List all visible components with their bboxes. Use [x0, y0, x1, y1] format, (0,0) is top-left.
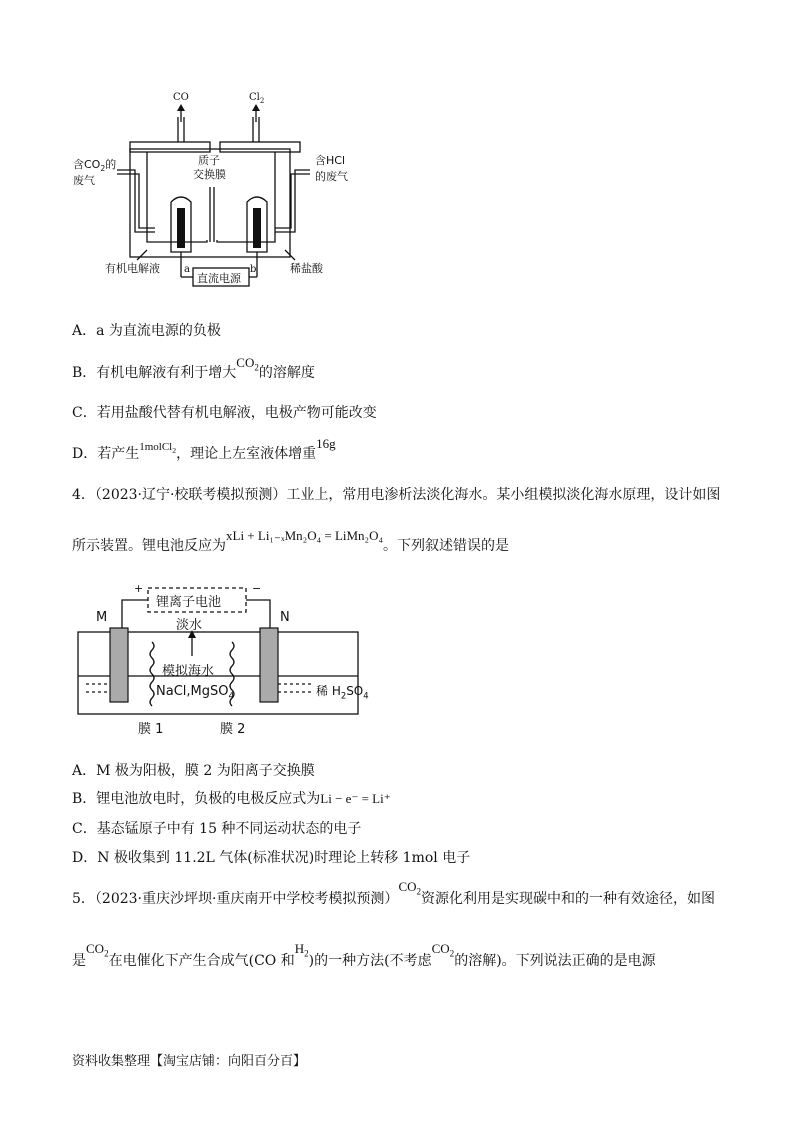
figure-electrodialysis: [72, 580, 372, 740]
inlet-right-label-2: 的废气: [315, 170, 348, 183]
q3-option-a: A．a 为直流电源的负极: [72, 323, 221, 339]
membrane-1-label: 膜 1: [138, 722, 164, 737]
figure-electrolysis-cell: [73, 92, 365, 297]
gas-out-co-label: CO: [173, 92, 189, 103]
battery-plus: +: [134, 582, 144, 595]
q3-option-c: C．若用盐酸代替有机电解液，电极产物可能改变: [72, 405, 377, 421]
seawater-label: 模拟海水: [162, 664, 215, 679]
q4-option-b: B．锂电池放电时，负极的电极反应式为Li − e⁻ = Li⁺: [72, 791, 391, 807]
q4-stem-line2: 所示装置。锂电池反应为xLi + Li₁₋ₓMn₂O₄ = LiMn₂O₄。下列叙述错误的是: [72, 528, 510, 554]
terminal-b-label: b: [250, 264, 257, 275]
q4-option-d: D．N 极收集到 11.2L 气体(标准状况)时理论上转移 1mol 电子: [72, 850, 471, 866]
inlet-right-label: 含HCl: [315, 154, 346, 167]
q5-stem-line2: 是$CO_2$在电催化下产生合成气(CO 和$H_2$)的一种方法(不考虑$CO_2$的溶解)。下列说法正确的是电源: [72, 941, 656, 969]
electrolyte-left-label: 有机电解液: [105, 262, 160, 275]
membrane-label-1: 质子: [198, 154, 220, 167]
membrane-label-2: 交换膜: [193, 168, 226, 181]
terminal-a-label: a: [184, 264, 190, 275]
salts-label: NaCl,MgSO$_4$: [156, 684, 235, 702]
acid-label: 稀 $H_2SO_4$: [316, 684, 369, 701]
inlet-left-label-2: 废气: [73, 174, 95, 187]
electrode-m-label: M: [96, 610, 108, 625]
inlet-left-label: 含$CO_2$的: [73, 158, 117, 174]
battery-minus: −: [252, 582, 262, 595]
battery-label: 锂离子电池: [156, 595, 222, 610]
membrane-2-label: 膜 2: [220, 722, 246, 737]
q3-option-d: D．若产生$^{1molCl_2}$，理论上左室液体增重16g: [72, 436, 336, 462]
q4-option-c: C．基态锰原子中有 15 种不同运动状态的电子: [72, 821, 362, 837]
q5-stem-line1: 5．（2023·重庆沙坪坝·重庆南开中学校考模拟预测）$CO_2$资源化利用是实现碳中和的一种有效途径，如图: [72, 879, 716, 907]
q3-option-b: B．有机电解液有利于增大$CO_2$的溶解度: [72, 355, 315, 381]
power-supply-label: 直流电源: [197, 272, 241, 285]
gas-out-cl2-label: $Cl_2$: [249, 92, 265, 105]
footer-source: 资料收集整理【淘宝店铺：向阳百分百】: [72, 1054, 307, 1069]
fresh-water-label: 淡水: [176, 618, 203, 633]
electrode-n-label: N: [280, 610, 290, 625]
q4-option-a: A．M 极为阳极，膜 2 为阳离子交换膜: [72, 763, 315, 779]
electrolyte-right-label: 稀盐酸: [290, 262, 323, 275]
q4-stem-line1: 4．（2023·辽宁·校联考模拟预测）工业上，常用电渗析法淡化海水。某小组模拟淡化海水原理，设计如图: [72, 487, 721, 503]
electrodialysis-diagram: [72, 580, 372, 740]
